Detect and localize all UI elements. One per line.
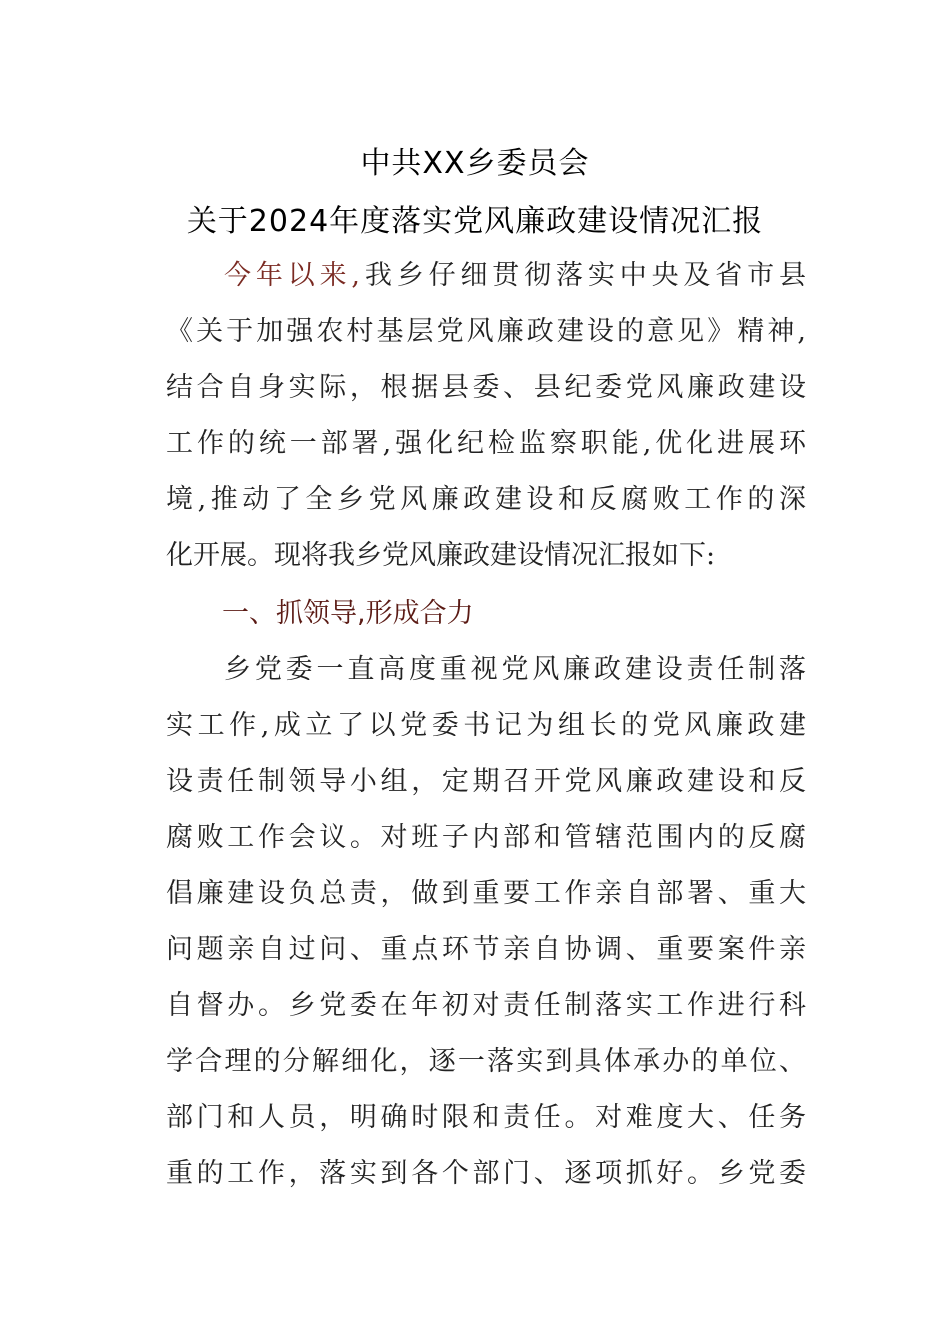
- section1-line-3: 设责任制领导小组，定期召开党风廉政建设和反: [166, 766, 806, 797]
- intro-line-1-text: 我乡仔细贯彻落实中央及省市县: [360, 260, 806, 291]
- section1-line-4: 腐败工作会议。对班子内部和管辖范围内的反腐: [166, 822, 806, 853]
- intro-line-5: 境,推动了全乡党风廉政建设和反腐败工作的深: [166, 484, 806, 515]
- intro-line-2: 《关于加强农村基层党风廉政建设的意见》精神,: [166, 316, 806, 347]
- document-title-line2: 关于2024年度落实党风廉政建设情况汇报: [186, 204, 764, 239]
- section1-line-9: 部门和人员，明确时限和责任。对难度大、任务: [166, 1102, 806, 1133]
- intro-line-4: 工作的统一部署,强化纪检监察职能,优化进展环: [166, 428, 806, 459]
- section1-line-1: 乡党委一直高度重视党风廉政建设责任制落: [224, 654, 806, 685]
- section1-line-8: 学合理的分解细化，逐一落实到具体承办的单位、: [166, 1046, 806, 1077]
- intro-line-3: 结合自身实际，根据县委、县纪委党风廉政建设: [166, 372, 806, 403]
- section1-line-2: 实工作,成立了以党委书记为组长的党风廉政建: [166, 710, 806, 741]
- intro-lead: 今年以来,: [224, 260, 361, 291]
- intro-line-6: 化开展。现将我乡党风廉政建设情况汇报如下:: [166, 540, 716, 571]
- section-heading-1: 一、抓领导,形成合力: [222, 598, 474, 629]
- intro-line-1: [224, 256, 806, 296]
- document-title-line1: 中共XX乡委员会: [360, 146, 590, 181]
- section1-line-6: 问题亲自过问、重点环节亲自协调、重要案件亲: [166, 934, 806, 965]
- section1-line-5: 倡廉建设负总责，做到重要工作亲自部署、重大: [166, 878, 806, 909]
- section1-line-10: 重的工作，落实到各个部门、逐项抓好。乡党委: [166, 1158, 806, 1189]
- section1-line-7: 自督办。乡党委在年初对责任制落实工作进行科: [166, 990, 806, 1021]
